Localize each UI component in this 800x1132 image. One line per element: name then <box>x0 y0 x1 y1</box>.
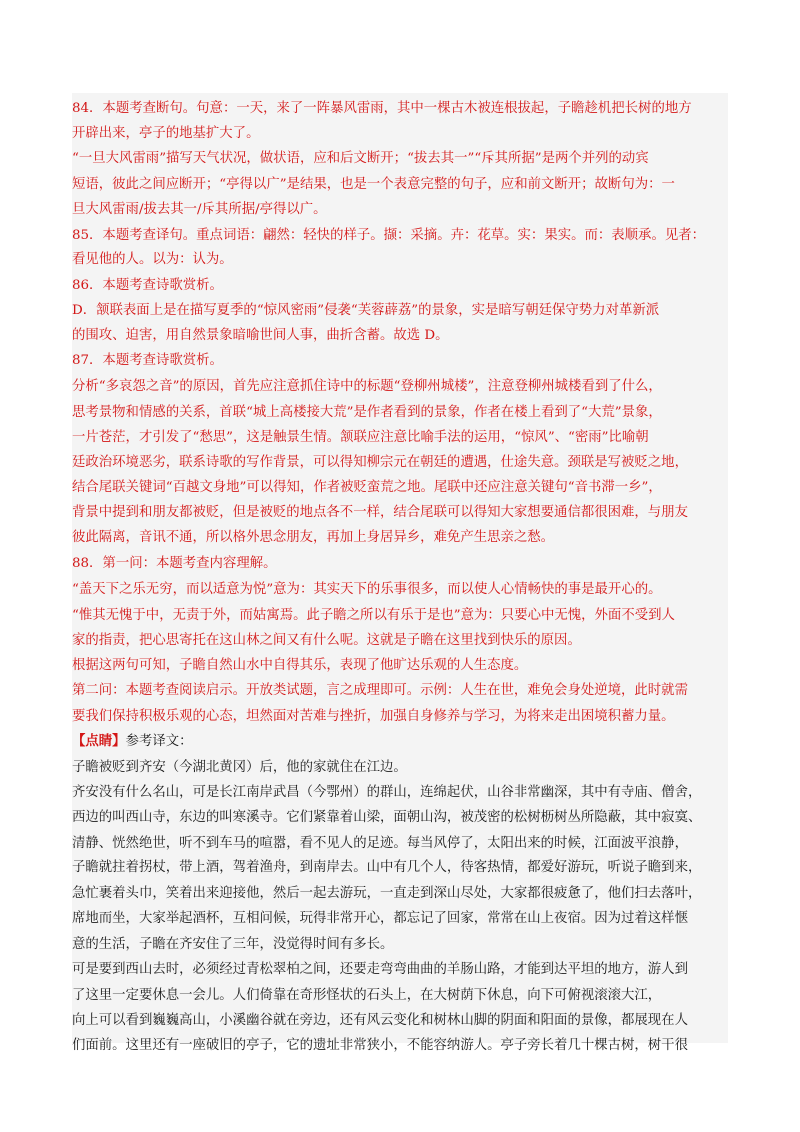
line-text: 看见他的人。以为：认为。 <box>72 252 233 267</box>
line-text: 席地而坐，大家举起酒杯，互相问候，玩得非常开心，都忘记了回家，常常在山上夜宿。因为过着这样惬 <box>72 911 688 926</box>
text-line <box>72 906 728 931</box>
line-text: 了这里一定要休息一会儿。人们倚靠在奇形怪状的石头上，在大树荫下休息，向下可俯视滚滚大江， <box>72 988 662 1003</box>
line-text: 的围攻、迫害，用自然景象暗喻世间人事，曲折含蓄。故选 D。 <box>72 328 449 343</box>
text-line <box>72 400 728 425</box>
line-text: 背景中提到和朋友都被贬，但是被贬的地点各不一样，结合尾联可以得知大家想要通信都很困难，与朋友 <box>72 505 688 520</box>
text-line <box>72 197 728 222</box>
line-text: 彼此隔离，音讯不通，所以格外思念朋友，再加上身居异乡，难免产生思亲之愁。 <box>72 530 555 545</box>
line-text: 思考景物和情感的关系，首联“城上高楼接大荒”是作者看到的景象，作者在楼上看到了“大荒”景象， <box>72 405 662 420</box>
text-line <box>72 323 728 348</box>
line-text: 分析“多哀怨之音”的原因，首先应注意抓住诗中的标题“登柳州城楼”，注意登柳州城楼看到了什么， <box>72 379 662 394</box>
line-text: 87．本题考查诗歌赏析。 <box>72 353 223 368</box>
line-text: 第二问：本题考查阅读启示。开放类试题，言之成理即可。示例：人生在世，难免会身处逆境，此时就需 <box>72 683 688 698</box>
text-line <box>72 983 728 1008</box>
line-text: 一片苍茫，才引发了“愁思”，这是触景生情。颔联应注意比喻手法的运用，“惊风”、“密雨”比喻朝 <box>72 430 649 445</box>
text-line <box>72 678 728 703</box>
line-text: 子瞻就拄着拐杖，带上酒，驾着渔舟，到南岸去。山中有几个人，待客热情，都爱好游玩，听说子瞻到来， <box>72 860 702 875</box>
text-line <box>72 957 728 982</box>
text-line <box>72 881 728 906</box>
text-line <box>72 704 728 729</box>
text-line <box>72 577 728 602</box>
line-text: 们面前。这里还有一座破旧的亭子，它的遗址非常狭小，不能容纳游人。亭子旁长着几十棵古树，树干很 <box>72 1038 688 1053</box>
line-text: 子瞻被贬到齐安（今湖北黄冈）后，他的家就住在江边。 <box>72 760 407 775</box>
line-text: “盖天下之乐无穷，而以适意为悦”意为：其实天下的乐事很多，而以使人心情畅快的事是最开心的。 <box>72 582 662 597</box>
line-text: “惟其无愧于中，无责于外，而姑寓焉。此子瞻之所以有乐于是也”意为：只要心中无愧，外面不受到人 <box>72 608 675 623</box>
line-text: 家的指责，把心思寄托在这山林之间又有什么呢。这就是子瞻在这里找到快乐的原因。 <box>72 633 581 648</box>
text-line <box>72 653 728 678</box>
text-line <box>72 500 728 525</box>
text-line <box>72 932 728 957</box>
text-line <box>72 172 728 197</box>
line-text: 旦大风雷雨/拔去其一/斥其所据/亭得以广。 <box>72 202 327 217</box>
text-line <box>72 121 728 146</box>
text-line <box>72 146 728 171</box>
text-line <box>72 805 728 830</box>
text-line <box>72 223 728 248</box>
text-line <box>72 298 728 323</box>
line-text: D．颔联表面上是在描写夏季的“惊风密雨”侵袭“芙蓉薜荔”的景象，实是暗写朝廷保守势力对革新派 <box>72 303 660 318</box>
text-line <box>72 628 728 653</box>
text-line <box>72 273 728 298</box>
text-line <box>72 1008 728 1033</box>
line-text: 西边的叫西山寺，东边的叫寒溪寺。它们紧靠着山梁，面朝山沟，被茂密的松树枥树丛所隐蔽，其中寂寞、 <box>72 810 702 825</box>
document-text-block <box>72 93 728 1053</box>
line-text: 开辟出来，亭子的地基扩大了。 <box>72 126 260 141</box>
text-line <box>72 374 728 399</box>
text-line <box>72 247 728 272</box>
text-line <box>72 1033 728 1058</box>
line-text: 可是要到西山去时，必须经过青松翠柏之间，还要走弯弯曲曲的羊肠山路，才能到达平坦的地方，游人到 <box>72 962 688 977</box>
text-line <box>72 729 728 754</box>
text-line <box>72 425 728 450</box>
text-line <box>72 551 728 576</box>
tip-label: 【点睛】 <box>72 733 126 749</box>
line-text: 向上可以看到巍巍高山，小溪幽谷就在旁边，还有风云变化和树林山脚的阴面和阳面的景像，都展现在人 <box>72 1013 688 1028</box>
line-text: 短语，彼此之间应断开；“亭得以广”是结果，也是一个表意完整的句子，应和前文断开；故断句为：一 <box>72 177 675 192</box>
line-text: 88．第一问：本题考查内容理解。 <box>72 556 277 571</box>
text-line <box>72 855 728 880</box>
text-line <box>72 780 728 805</box>
text-line <box>72 450 728 475</box>
line-text: 清静、恍然绝世，听不到车马的喧嚣，看不见人的足迹。每当风停了，太阳出来的时候，江面波平浪静， <box>72 836 688 851</box>
line-text: 85．本题考查译句。重点词语：翩然：轻快的样子。撷：采摘。卉：花草。实：果实。而：表顺承。见者： <box>72 228 706 243</box>
line-text: 齐安没有什么名山，可是长江南岸武昌（今鄂州）的群山，连绵起伏，山谷非常幽深，其中有寺庙、僧舍， <box>72 785 702 800</box>
text-line <box>72 525 728 550</box>
line-text: 廷政治环境恶劣，联系诗歌的写作背景，可以得知柳宗元在朝廷的遭遇，仕途失意。颈联是写被贬之地， <box>72 455 688 470</box>
line-text: 要我们保持积极乐观的心态，坦然面对苦难与挫折，加强自身修养与学习，为将来走出困境积蓄力量。 <box>72 709 675 724</box>
text-line <box>72 475 728 500</box>
line-text: 急忙裹着头巾，笑着出来迎接他，然后一起去游玩，一直走到深山尽处，大家都很疲惫了，他们扫去落叶， <box>72 886 702 901</box>
line-text: 参考译文： <box>125 734 193 749</box>
line-text: 86．本题考查诗歌赏析。 <box>72 278 223 293</box>
text-line <box>72 603 728 628</box>
text-line <box>72 755 728 780</box>
line-text: 结合尾联关键词“百越文身地”可以得知，作者被贬蛮荒之地。尾联中还应注意关键句“音书滞一乡”， <box>72 480 662 495</box>
text-line <box>72 831 728 856</box>
line-text: 根据这两句可知，子瞻自然山水中自得其乐，表现了他旷达乐观的人生态度。 <box>72 658 528 673</box>
line-text: “一旦大风雷雨”描写天气状况，做状语，应和后文断开；“拔去其一”“斥其所据”是两个并列的动宾 <box>72 151 649 166</box>
text-line <box>72 348 728 373</box>
text-line <box>72 96 728 121</box>
line-text: 意的生活，子瞻在齐安住了三年，没觉得时间有多长。 <box>72 937 394 952</box>
line-text: 84．本题考查断句。句意：一天，来了一阵暴风雷雨，其中一棵古木被连根拔起，子瞻趁机把长树的地方 <box>72 101 692 116</box>
